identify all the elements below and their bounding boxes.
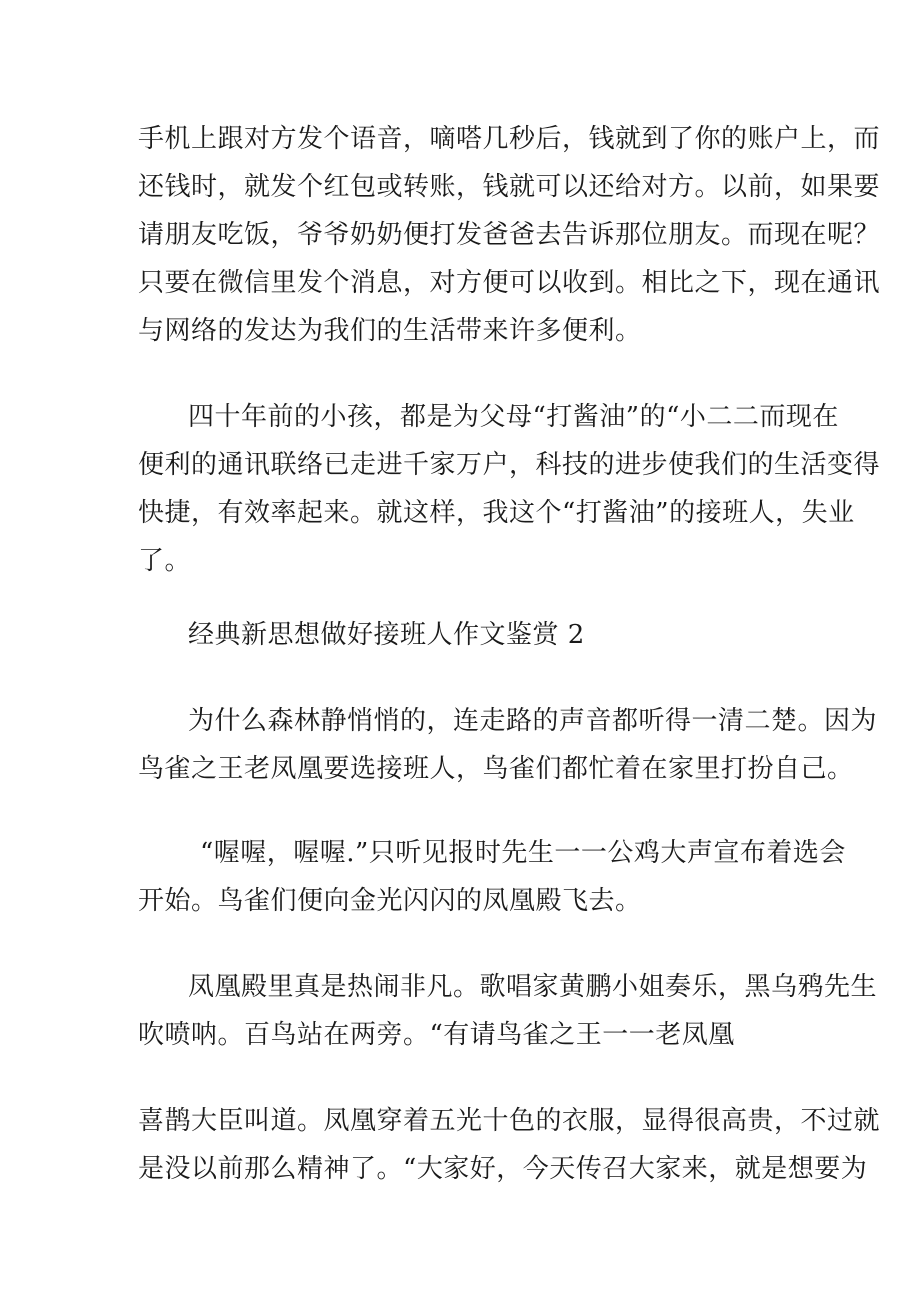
paragraph-2-line-2: 便利的通讯联络已走进千家万户，科技的进步使我们的生活变得 xyxy=(138,450,881,480)
paragraph-5-line-1: 凤凰殿里真是热闹非凡。歌唱家黄鹏小姐奏乐，黑乌鸦先生 xyxy=(188,972,878,1002)
paragraph-1-line-5: 与网络的发达为我们的生活带来许多便利。 xyxy=(138,316,642,346)
paragraph-2-line-4: 了。 xyxy=(138,546,192,576)
section-heading: 经典新思想做好接班人作文鉴赏 2 xyxy=(188,620,585,650)
paragraph-1-line-4: 只要在微信里发个消息，对方便可以收到。相比之下，现在通讯 xyxy=(138,268,881,298)
paragraph-3-line-1: 为什么森林静悄悄的，连走路的声音都听得一清二楚。因为 xyxy=(188,706,878,736)
paragraph-6-line-2: 是没以前那么精神了。“大家好，今天传召大家来，就是想要为 xyxy=(138,1154,868,1184)
paragraph-3-line-2: 鸟雀之王老凤凰要选接班人，鸟雀们都忙着在家里打扮自己。 xyxy=(138,754,854,784)
paragraph-2-line-3: 快捷，有效率起来。就这样，我这个“打酱油”的接班人，失业 xyxy=(138,498,855,528)
paragraph-5-line-2: 吹喷呐。百鸟站在两旁。“有请鸟雀之王一一老凤凰 xyxy=(138,1020,735,1050)
paragraph-4-line-1: “喔喔，喔喔.”只听见报时先生一一公鸡大声宣布着选会 xyxy=(200,838,846,868)
paragraph-1-line-2: 还钱时，就发个红包或转账，钱就可以还给对方。以前，如果要 xyxy=(138,172,881,202)
paragraph-1-line-1: 手机上跟对方发个语音，嘀嗒几秒后，钱就到了你的账户上，而 xyxy=(138,124,881,154)
paragraph-6-line-1: 喜鹊大臣叫道。凤凰穿着五光十色的衣服，显得很高贵，不过就 xyxy=(138,1106,881,1136)
paragraph-4-line-2: 开始。鸟雀们便向金光闪闪的凤凰殿飞去。 xyxy=(138,886,642,916)
paragraph-1-line-3: 请朋友吃饭，爷爷奶奶便打发爸爸去告诉那位朋友。而现在呢？ xyxy=(138,220,881,250)
paragraph-2-line-1: 四十年前的小孩，都是为父母“打酱油”的“小二二而现在 xyxy=(188,402,839,432)
